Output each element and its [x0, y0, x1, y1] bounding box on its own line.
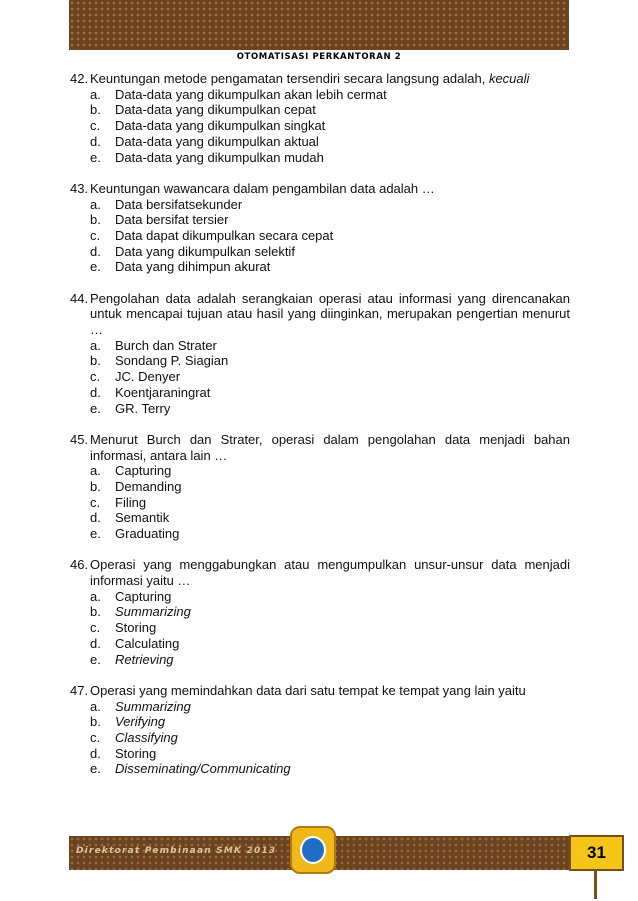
page-number-box [569, 835, 624, 871]
option-text: Data-data yang dikumpulkan singkat [115, 118, 326, 134]
tut-wuri-handayani-logo-icon [290, 826, 336, 874]
option-text: Classifying [115, 729, 178, 745]
option-letter: b. [90, 102, 101, 118]
option-letter: c. [90, 118, 101, 134]
answer-option [70, 652, 570, 668]
answer-option [70, 761, 570, 777]
answer-option [70, 401, 570, 417]
option-letter: e. [90, 651, 101, 667]
question-item [70, 181, 570, 275]
question-text [90, 71, 570, 87]
answer-option [70, 197, 570, 213]
question-row [70, 557, 570, 588]
option-text: Data-data yang dikumpulkan cepat [115, 102, 316, 118]
header-decorative-band [69, 0, 569, 50]
question-row [70, 71, 570, 87]
option-letter: d. [90, 745, 101, 761]
question-number: 46. [70, 557, 89, 573]
option-text: Storing [115, 745, 157, 761]
answer-option [70, 338, 570, 354]
option-letter: e. [90, 526, 101, 542]
option-text: Disseminating/Communicating [115, 761, 291, 777]
question-item [70, 71, 570, 165]
option-text: Capturing [115, 588, 172, 604]
answer-option [70, 212, 570, 228]
option-text: Data-data yang dikumpulkan mudah [115, 149, 324, 165]
question-emphasis: kecuali [488, 71, 530, 86]
answer-option [70, 495, 570, 511]
option-letter: d. [90, 635, 101, 651]
question-text [90, 291, 570, 338]
answer-option [70, 604, 570, 620]
option-letter: b. [90, 212, 101, 228]
question-item [70, 291, 570, 417]
option-text: Semantik [115, 510, 170, 526]
question-text [90, 683, 570, 699]
question-row [70, 432, 570, 463]
option-text: Data bersifatsekunder [115, 196, 243, 212]
answer-option [70, 620, 570, 636]
question-number: 47. [70, 682, 89, 698]
question-item [70, 557, 570, 667]
question-stem: Operasi yang menggabungkan atau mengumpulkan unsur-unsur data menjadi informasi yaitu … [90, 557, 570, 589]
question-stem: Operasi yang memindahkan data dari satu tempat ke tempat yang lain yaitu [90, 682, 526, 698]
answer-option [70, 369, 570, 385]
option-letter: d. [90, 243, 101, 259]
option-letter: b. [90, 478, 101, 494]
option-text: Capturing [115, 463, 172, 479]
option-list [70, 338, 570, 417]
option-list [70, 699, 570, 778]
answer-option [70, 730, 570, 746]
question-stem: Menurut Burch dan Strater, operasi dalam pengolahan data menjadi bahan informasi, antara lain … [90, 431, 570, 463]
question-text [90, 181, 570, 197]
option-text: Data dapat dikumpulkan secara cepat [115, 227, 334, 243]
question-text [90, 557, 570, 588]
question-stem: Keuntungan wawancara dalam pengambilan data adalah … [90, 180, 435, 196]
option-text: Burch dan Strater [115, 337, 217, 353]
question-stem: Keuntungan metode pengamatan tersendiri secara langsung adalah, [90, 71, 489, 86]
answer-option [70, 479, 570, 495]
option-letter: e. [90, 400, 101, 416]
option-text: Storing [115, 620, 157, 636]
option-letter: a. [90, 588, 101, 604]
answer-option [70, 228, 570, 244]
option-letter: e. [90, 259, 101, 275]
answer-option [70, 385, 570, 401]
answer-option [70, 636, 570, 652]
option-letter: c. [90, 620, 101, 636]
page-number: 31 [587, 843, 606, 862]
answer-option [70, 87, 570, 103]
question-number: 42. [70, 71, 89, 86]
answer-option [70, 353, 570, 369]
answer-option [70, 510, 570, 526]
answer-option [70, 259, 570, 275]
option-text: Koentjaraningrat [115, 384, 211, 400]
option-list [70, 87, 570, 166]
option-letter: b. [90, 353, 101, 369]
option-list [70, 197, 570, 276]
option-list [70, 589, 570, 668]
question-item [70, 683, 570, 777]
question-stem: Pengolahan data adalah serangkaian operasi atau informasi yang direncanakan untuk mencapai tujuan atau hasil yang diinginkan, merupakan pengertian menurut … [90, 290, 570, 338]
option-letter: d. [90, 384, 101, 400]
option-text: Demanding [115, 478, 182, 494]
option-letter: a. [90, 196, 101, 212]
option-text: Summarizing [115, 698, 191, 714]
answer-option [70, 134, 570, 150]
answer-option [70, 589, 570, 605]
answer-option [70, 746, 570, 762]
question-list [70, 71, 570, 793]
option-letter: c. [90, 729, 101, 745]
question-row [70, 683, 570, 699]
option-letter: a. [90, 86, 101, 102]
page-number-tail [594, 871, 597, 899]
question-item [70, 432, 570, 542]
option-text: Summarizing [115, 604, 191, 620]
option-text: Filing [115, 494, 147, 510]
answer-option [70, 526, 570, 542]
question-text [90, 432, 570, 463]
option-letter: b. [90, 714, 101, 730]
option-text: Data bersifat tersier [115, 212, 229, 228]
answer-option [70, 699, 570, 715]
option-text: Data-data yang dikumpulkan aktual [115, 133, 319, 149]
option-text: GR. Terry [115, 400, 171, 416]
option-letter: c. [90, 369, 101, 385]
option-letter: c. [90, 494, 101, 510]
option-letter: d. [90, 510, 101, 526]
running-header: OTOMATISASI PERKANTORAN 2 [236, 52, 402, 62]
option-text: Graduating [115, 526, 180, 542]
option-letter: d. [90, 133, 101, 149]
option-text: Sondang P. Siagian [115, 353, 229, 369]
question-row [70, 181, 570, 197]
option-text: Retrieving [115, 651, 174, 667]
option-letter: b. [90, 604, 101, 620]
question-number: 44. [70, 290, 89, 306]
option-text: Calculating [115, 635, 180, 651]
option-list [70, 463, 570, 542]
answer-option [70, 463, 570, 479]
question-number: 43. [70, 180, 89, 196]
option-letter: e. [90, 761, 101, 777]
answer-option [70, 150, 570, 166]
option-text: Data yang dikumpulkan selektif [115, 243, 295, 259]
option-text: Verifying [115, 714, 166, 730]
question-row [70, 291, 570, 338]
option-text: Data-data yang dikumpulkan akan lebih cermat [115, 86, 387, 102]
option-letter: a. [90, 698, 101, 714]
option-text: JC. Denyer [115, 369, 181, 385]
question-number: 45. [70, 431, 89, 447]
answer-option [70, 102, 570, 118]
option-text: Data yang dihimpun akurat [115, 259, 271, 275]
footer-publisher: Direktorat Pembinaan SMK 2013 [76, 846, 277, 856]
answer-option [70, 118, 570, 134]
option-letter: c. [90, 227, 101, 243]
answer-option [70, 714, 570, 730]
answer-option [70, 244, 570, 260]
option-letter: a. [90, 463, 101, 479]
option-letter: a. [90, 337, 101, 353]
option-letter: e. [90, 149, 101, 165]
